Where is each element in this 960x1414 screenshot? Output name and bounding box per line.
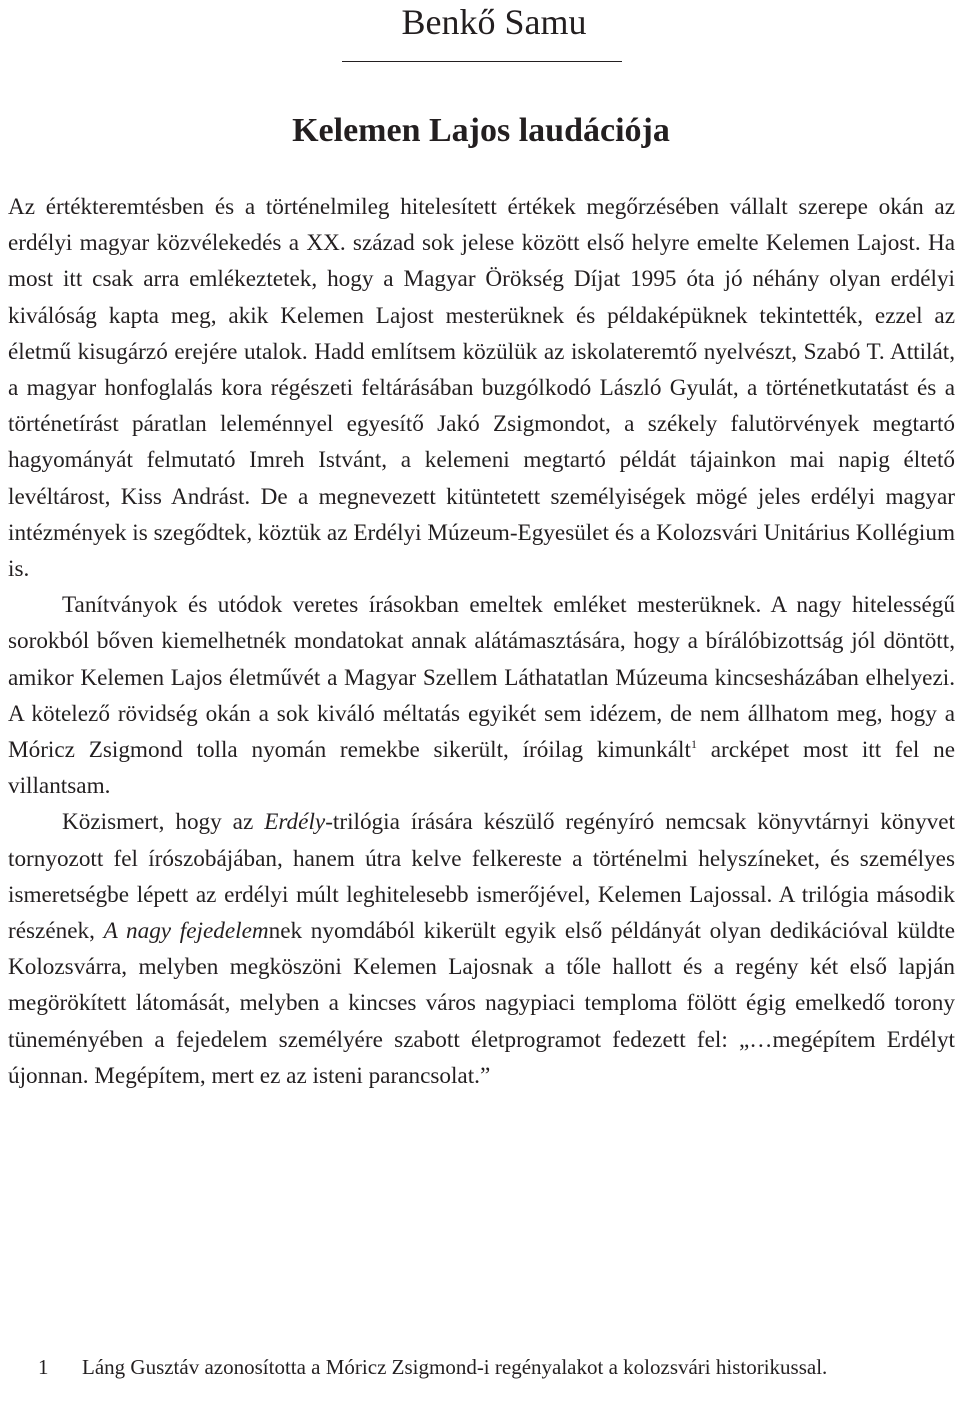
paragraph-2-text-end: arcképet most itt fel ne villantsam. — [8, 737, 955, 800]
paragraph-3-text-a: Közismert, hogy az — [62, 809, 265, 836]
paragraph-2-text: Tanítványok és utódok veretes írásokban emeltek emléket mesterüknek. A nagy hitelességű sorokból bőven kiemelhetnék mondatokat annak alátámasztására, hogy a bírálóbizottság jól döntött, amikor Kelemen Lajos életművét a Magyar Szellem Láthatatlan Múzeuma kincsesházában elhelyezi. A kötelező rövidség okán a sok kiváló méltatás egyikét sem idézem, de nem állhatom meg, hogy a Móricz Zsigmond tolla nyomán remekbe sikerült, íróilag kimunkált — [8, 592, 955, 764]
paragraph-3-italic-title-1: Erdély — [264, 809, 326, 836]
paragraph-2 — [8, 587, 955, 804]
paragraph-3-text-b: -trilógia írására készülő regényíró nemcsak könyvtárnyi könyvet tornyozott fel írószobájában, hanem útra kelve felkereste a történelmi helyszíneket, és személyes ismeretségbe lépett az erdélyi múlt leghitelesebb ismerőjével, Kelemen Lajossal. A trilógia második részének, — [8, 809, 955, 945]
article-title: Kelemen Lajos laudációja — [292, 112, 670, 149]
footnote-text: Láng Gusztáv azonosította a Móricz Zsigmond-i regényalakot a kolozsvári historikussal. — [82, 1355, 828, 1379]
paragraph-3-italic-title-2: A nagy fejedelem — [103, 918, 269, 945]
author-divider — [342, 61, 622, 62]
footnote-reference[interactable]: 1 — [690, 737, 697, 752]
paragraph-3 — [8, 804, 955, 1094]
footnote — [8, 1352, 955, 1384]
author-name: Benkő Samu — [401, 2, 587, 42]
footnote-mark: 1 — [38, 1355, 49, 1379]
paragraph-3-text-c: nek nyomdából kikerült egyik első példányát olyan dedikációval küldte Kolozsvárra, melyben megköszöni Kelemen Lajosnak a tőle hallott és a regény két első lapján megörökített látomását, melyben a kincses város nagypiaci temploma fölött égig emelkedő torony tüneményében a fejedelem személyére szabott életprogramot fedezett fel: „…megépítem Erdélyt újonnan. Megépítem, mert ez az isteni parancsolat.” — [8, 918, 955, 1089]
paragraph-1: Az értékteremtésben és a történelmileg hitelesített értékek megőrzésében vállalt szerepe okán az erdélyi magyar közvélekedés a XX. század sok jelese között első helyre emelte Kelemen Lajost. Ha most itt csak arra emlékeztetek, hogy a Magyar Örökség Díjat 1995 óta jó néhány olyan erdélyi kiválóság kapta meg, akik Kelemen Lajost mesterüknek és példaképüknek tekintették, ezzel az életmű kisugárzó erejére utalok. Hadd említsem közülük az iskolateremtő nyelvészt, Szabó T. Attilát, a magyar honfoglalás kora régészeti feltárásában buzgólkodó László Gyulát, a történetkutatást és a történetírást páratlan leleménnyel egyesítő Jakó Zsigmondot, a székely falutörvények megtartó hagyományát felmutató Imreh Istvánt, a kelemeni megtartó példát tájainkon mai napig éltető levéltárost, Kiss Andrást. De a megnevezett kitüntetett személyiségek mögé jeles erdélyi magyar intézmények is szegődtek, köztük az Erdélyi Múzeum-Egyesület és a Kolozsvári Unitárius Kollégium is. — [8, 194, 955, 583]
article-body — [8, 189, 955, 1094]
